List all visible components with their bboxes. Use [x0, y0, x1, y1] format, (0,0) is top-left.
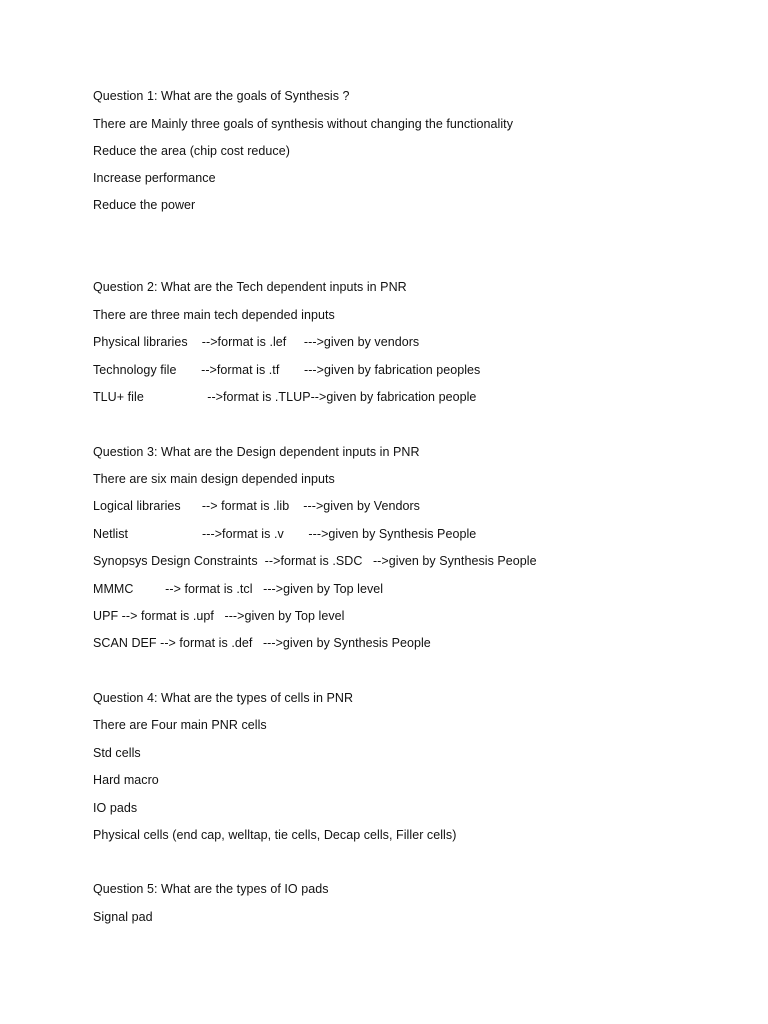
question-2-intro: There are three main tech depended inputs: [93, 308, 335, 322]
question-1-intro: There are Mainly three goals of synthesis without changing the functionality: [93, 117, 514, 131]
question-1-heading: Question 1: What are the goals of Synthesis ?: [93, 89, 350, 103]
answer-line: UPF --> format is .upf --->given by Top level: [93, 609, 345, 623]
question-3-heading: Question 3: What are the Design dependent inputs in PNR: [93, 445, 420, 459]
question-3-intro: There are six main design depended inputs: [93, 472, 335, 486]
answer-line: Physical cells (end cap, welltap, tie cells, Decap cells, Filler cells): [93, 828, 457, 842]
answer-line: Hard macro: [93, 773, 159, 787]
answer-line: Reduce the power: [93, 198, 196, 212]
answer-line: IO pads: [93, 801, 138, 815]
question-5-heading: Question 5: What are the types of IO pads: [93, 882, 329, 896]
answer-line: Logical libraries --> format is .lib --->given by Vendors: [93, 499, 420, 513]
answer-line: Synopsys Design Constraints -->format is .SDC -->given by Synthesis People: [93, 554, 537, 568]
answer-line: Technology file -->format is .tf --->given by fabrication peoples: [93, 363, 481, 377]
question-4-heading: Question 4: What are the types of cells in PNR: [93, 691, 354, 705]
answer-line: Signal pad: [93, 910, 153, 924]
answer-line: Increase performance: [93, 171, 216, 185]
answer-line: TLU+ file -->format is .TLUP-->given by fabrication people: [93, 390, 477, 404]
answer-line: Std cells: [93, 746, 141, 760]
answer-line: Reduce the area (chip cost reduce): [93, 144, 290, 158]
answer-line: Netlist --->format is .v --->given by Synthesis People: [93, 527, 477, 541]
answer-line: MMMC --> format is .tcl --->given by Top level: [93, 582, 384, 596]
question-2-heading: Question 2: What are the Tech dependent inputs in PNR: [93, 280, 407, 294]
answer-line: SCAN DEF --> format is .def --->given by Synthesis People: [93, 636, 431, 650]
question-4-intro: There are Four main PNR cells: [93, 718, 267, 732]
answer-line: Physical libraries -->format is .lef --->given by vendors: [93, 335, 420, 349]
